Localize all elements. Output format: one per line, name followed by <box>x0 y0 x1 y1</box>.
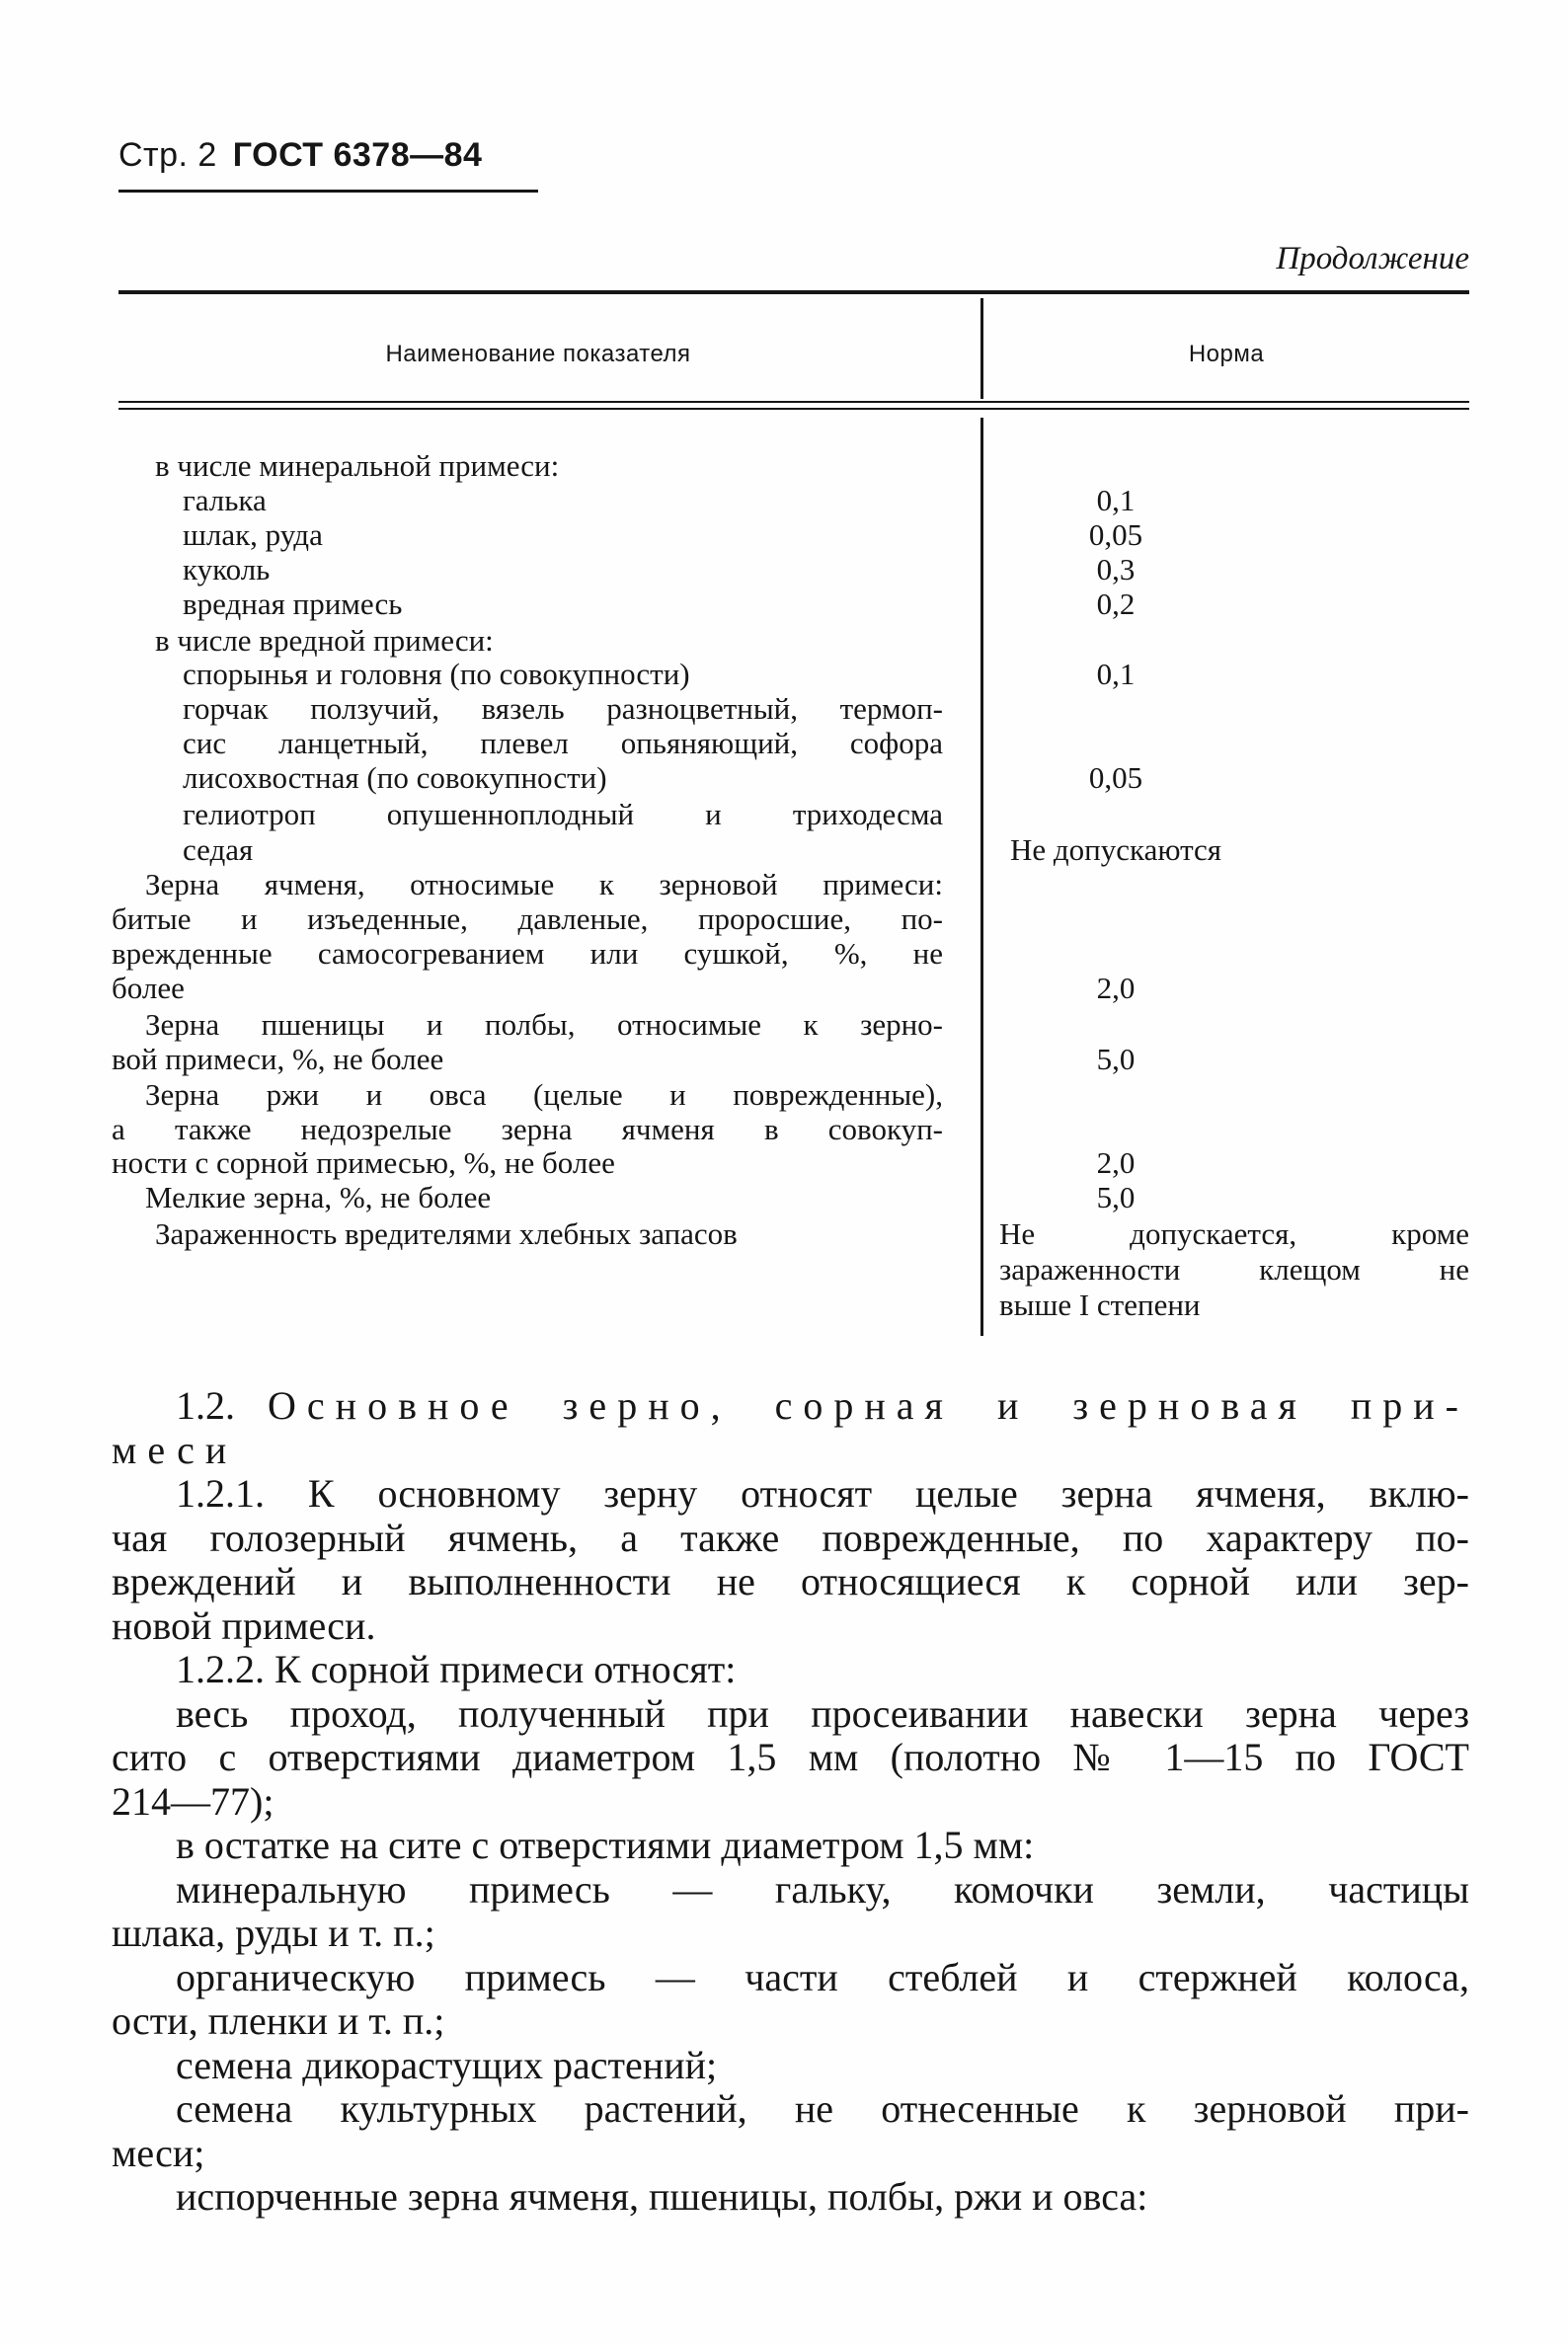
section-title: Основное зерно, сорная и зерновая при- <box>268 1383 1470 1428</box>
paragraph-line: сито с отверстиями диаметром 1,5 мм (полотно № 1—15 по ГОСТ <box>112 1735 1469 1779</box>
body-text <box>112 1384 1469 2220</box>
table-row <box>0 832 1568 868</box>
page-header <box>118 136 482 175</box>
table-row-norm: 0,2 <box>1096 586 1136 621</box>
paragraph-line: весь проход, полученный при просеивании навески зерна через <box>176 1690 1469 1736</box>
paragraph-line: семена культурных растений, не отнесенные к зерновой при- <box>176 2086 1469 2131</box>
table-row <box>0 1145 1568 1181</box>
table-row-norm: Не допускаются <box>1009 832 1222 867</box>
table-row <box>0 1007 1568 1043</box>
table-row <box>0 760 1568 796</box>
table-row-norm: 0,1 <box>1096 483 1136 517</box>
table-row <box>0 936 1568 972</box>
table-row <box>0 691 1568 727</box>
table-row-label: врежденные самосогреванием или сушкой, %, не <box>112 936 943 971</box>
column-header-norm: Норма <box>1188 341 1265 367</box>
table-row-label: горчак ползучий, вязель разноцветный, термоп- <box>183 691 943 726</box>
table-row-label: в числе минеральной примеси: <box>155 448 560 483</box>
table-header-rule-2 <box>118 408 1469 410</box>
paragraph-line: меси; <box>112 2130 205 2175</box>
paragraph-line: чая голозерный ячмень, а также поврежденные, по характеру по- <box>112 1515 1469 1560</box>
paragraph-line: ости, пленки и т. п.; <box>112 1998 445 2043</box>
paragraph-line: органическую примесь — части стеблей и стержней колоса, <box>176 1954 1469 1999</box>
table-row-label: в числе вредной примеси: <box>155 623 494 658</box>
paragraph-line: в остатке на сите с отверстиями диаметром 1,5 мм: <box>176 1823 1035 1867</box>
table-row <box>0 901 1568 937</box>
section-number: 1.2. <box>176 1383 235 1428</box>
table-row-label: седая <box>183 832 254 867</box>
table-row-norm: 2,0 <box>1096 971 1136 1005</box>
header-rule <box>118 190 538 193</box>
table-row-label: Зерна ячменя, относимые к зерновой примеси: <box>145 867 943 901</box>
table-row <box>0 867 1568 902</box>
paragraph-line: 214—77); <box>112 1778 274 1824</box>
table-row-label: лисохвостная (по совокупности) <box>183 760 607 795</box>
table-row <box>0 623 1568 659</box>
table-row <box>0 1180 1568 1215</box>
table-row-norm: 0,05 <box>1088 760 1143 795</box>
doc-number: ГОСТ 6378—84 <box>232 136 483 174</box>
table-row <box>0 517 1568 553</box>
paragraph-line: вреждений и выполненности не относящиеся к сорной или зер- <box>112 1559 1469 1603</box>
section-title-cont: меси <box>112 1427 238 1472</box>
table-row-norm: 0,1 <box>1096 657 1136 691</box>
table-row-norm-multiline <box>999 1216 1469 1323</box>
paragraph-line: 1.2.2. К сорной примеси относят: <box>176 1647 737 1691</box>
table-row-norm: 0,3 <box>1096 552 1136 586</box>
table-row-norm: 5,0 <box>1096 1042 1136 1076</box>
table-row <box>0 586 1568 622</box>
table-row <box>0 971 1568 1006</box>
table-row-label: битые и изъеденные, давленые, проросшие, по- <box>112 901 943 936</box>
table-row-norm: 0,05 <box>1088 517 1143 552</box>
table-row-norm: 2,0 <box>1096 1145 1136 1180</box>
table-row <box>0 1077 1568 1113</box>
table-row-label: вой примеси, %, не более <box>112 1042 444 1076</box>
table-row <box>0 483 1568 518</box>
paragraph-line: 1.2.1. К основному зерну относят целые зерна ячменя, вклю- <box>176 1471 1469 1516</box>
table-row-label: Зерна пшеницы и полбы, относимые к зерно- <box>145 1007 943 1042</box>
table-row-norm-line: выше I степени <box>999 1288 1201 1322</box>
table-row-label: галька <box>183 483 267 517</box>
table-row <box>0 552 1568 587</box>
table-row-label: шлак, руда <box>183 517 323 552</box>
table-row-label: вредная примесь <box>183 586 403 621</box>
page-label: Стр. 2 <box>118 136 217 174</box>
table-row-label: ности с сорной примесью, %, не более <box>112 1145 615 1180</box>
paragraph-line: новой примеси. <box>112 1602 376 1648</box>
table-row <box>0 1112 1568 1147</box>
table-row <box>0 448 1568 484</box>
table-row-label: куколь <box>183 552 271 586</box>
table-row <box>0 657 1568 692</box>
table-row-norm-line: Не допускается, кроме <box>999 1216 1469 1251</box>
table-top-rule <box>118 290 1469 294</box>
table-row-label: Зараженность вредителями хлебных запасов <box>155 1216 738 1251</box>
table-row-label: Зерна ржи и овса (целые и поврежденные), <box>145 1077 943 1112</box>
section-heading <box>112 1384 1469 1429</box>
table-row-norm-line: зараженности клещом не <box>999 1252 1469 1287</box>
table-row-label: гелиотроп опушенноплодный и триходесма <box>183 797 943 831</box>
paragraph-line: шлака, руды и т. п.; <box>112 1911 435 1955</box>
table-row <box>0 726 1568 761</box>
column-header-name: Наименование показателя <box>385 341 691 367</box>
table-row-label: спорынья и головня (по совокупности) <box>183 657 690 691</box>
paragraph-line: минеральную примесь — гальку, комочки земли, частицы <box>176 1866 1469 1912</box>
table-row-label: сис ланцетный, плевел опьяняющий, софора <box>183 726 943 760</box>
paragraph-line: испорченные зерна ячменя, пшеницы, полбы, ржи и овса: <box>176 2174 1148 2219</box>
table-row <box>0 797 1568 832</box>
table-row <box>0 1042 1568 1077</box>
table-header-rule-1 <box>118 401 1469 403</box>
table-row-label: Мелкие зерна, %, не более <box>145 1180 492 1214</box>
continuation-label: Продолжение <box>1276 241 1469 276</box>
paragraph-line: семена дикорастущих растений; <box>176 2042 718 2087</box>
table-row-label: а также недозрелые зерна ячменя в совокуп- <box>112 1112 943 1146</box>
table-row-norm: 5,0 <box>1096 1180 1136 1214</box>
table-row-label: более <box>112 971 185 1005</box>
